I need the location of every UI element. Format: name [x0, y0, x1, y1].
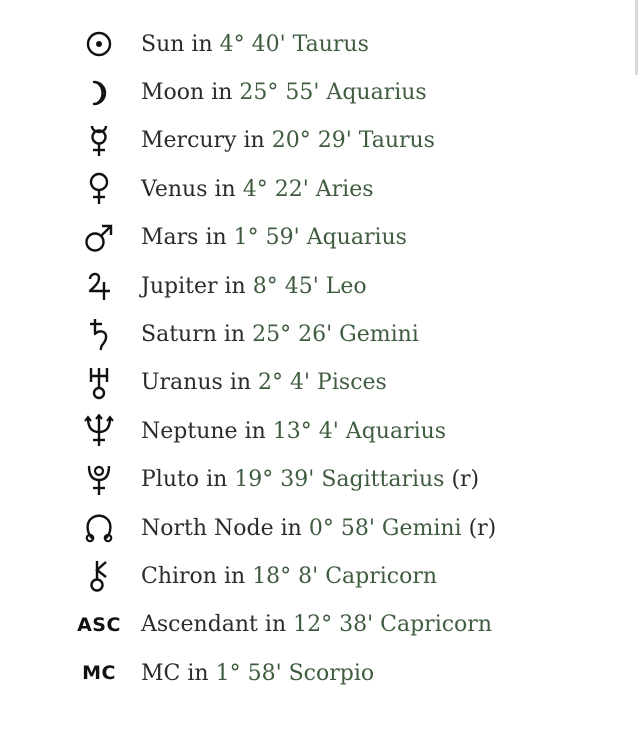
north-node-icon	[78, 508, 120, 548]
neptune-icon	[78, 411, 120, 451]
placement-text	[141, 32, 369, 57]
zodiac-position: 0° 58' Gemini	[308, 515, 462, 541]
chiron-icon	[78, 556, 120, 596]
connector: in	[187, 660, 209, 686]
connector: in	[280, 515, 302, 541]
placement-text	[141, 322, 419, 347]
connector: in	[191, 31, 213, 57]
connector: in	[243, 128, 265, 154]
zodiac-position: 1° 58' Scorpio	[215, 660, 375, 686]
placement-text	[141, 467, 479, 492]
list-item-moon	[0, 68, 620, 116]
zodiac-position: 19° 39' Sagittarius	[234, 467, 445, 493]
zodiac-position: 4° 40' Taurus	[219, 31, 369, 57]
midheaven-label: MC	[82, 662, 116, 685]
list-item-mars	[0, 214, 620, 262]
saturn-icon	[78, 315, 120, 355]
zodiac-position: 8° 45' Leo	[252, 273, 367, 299]
ascendant-label: ASC	[77, 613, 121, 636]
placement-text	[141, 516, 496, 541]
connector: in	[206, 467, 228, 493]
zodiac-position: 18° 8' Capricorn	[252, 563, 438, 589]
zodiac-position: 25° 26' Gemini	[252, 322, 419, 348]
uranus-icon	[78, 363, 120, 403]
zodiac-position: 20° 29' Taurus	[271, 128, 435, 154]
placement-text	[141, 661, 374, 686]
list-item-ascendant	[0, 601, 620, 649]
venus-icon	[78, 169, 120, 209]
placement-text	[141, 177, 374, 202]
pluto-icon	[78, 460, 120, 500]
zodiac-position: 1° 59' Aquarius	[233, 225, 407, 251]
mercury-icon	[78, 121, 120, 161]
placements-list	[0, 20, 620, 697]
scrollbar[interactable]	[635, 0, 638, 75]
list-item-venus	[0, 165, 620, 213]
list-item-mercury	[0, 117, 620, 165]
planet-name: Ascendant	[141, 612, 258, 638]
placement-text	[141, 274, 367, 299]
list-item-north-node	[0, 504, 620, 552]
planet-name: Neptune	[141, 418, 238, 444]
list-item-sun	[0, 20, 620, 68]
list-item-chiron	[0, 552, 620, 600]
zodiac-position: 2° 4' Pisces	[258, 370, 387, 396]
zodiac-position: 25° 55' Aquarius	[239, 80, 427, 106]
planet-name: Chiron	[141, 563, 217, 589]
list-item-jupiter	[0, 262, 620, 310]
connector: in	[229, 370, 252, 396]
placement-text	[141, 128, 435, 153]
planet-name: Jupiter	[141, 273, 218, 299]
list-item-saturn	[0, 310, 620, 358]
planet-name: Mars	[141, 225, 199, 251]
moon-icon	[78, 73, 120, 113]
connector: in	[214, 176, 236, 202]
zodiac-position: 12° 38' Capricorn	[293, 612, 492, 638]
list-item-midheaven	[0, 649, 620, 697]
placement-text	[141, 419, 446, 444]
planet-name: North Node	[141, 515, 274, 541]
list-item-neptune	[0, 407, 620, 455]
planet-name: Pluto	[141, 467, 200, 493]
connector: in	[211, 80, 233, 106]
planet-name: MC	[141, 660, 181, 686]
planet-name: Mercury	[141, 128, 237, 154]
mars-icon	[78, 218, 120, 258]
list-item-pluto	[0, 456, 620, 504]
planet-name: Venus	[141, 176, 208, 202]
sun-icon	[78, 24, 120, 64]
list-item-uranus	[0, 359, 620, 407]
placement-text	[141, 225, 407, 250]
connector: in	[244, 418, 266, 444]
planet-name: Uranus	[141, 370, 223, 396]
retrograde-marker: (r)	[468, 515, 497, 541]
connector: in	[205, 225, 227, 251]
planet-name: Sun	[141, 31, 185, 57]
placement-text	[141, 612, 492, 637]
jupiter-icon	[78, 266, 120, 306]
retrograde-marker: (r)	[451, 467, 480, 493]
zodiac-position: 4° 22' Aries	[242, 176, 374, 202]
connector: in	[264, 612, 287, 638]
planet-name: Saturn	[141, 322, 217, 348]
connector: in	[223, 563, 246, 589]
placement-text	[141, 370, 387, 395]
planet-name: Moon	[141, 80, 205, 106]
connector: in	[224, 273, 246, 299]
connector: in	[223, 322, 246, 348]
zodiac-position: 13° 4' Aquarius	[272, 418, 447, 444]
placement-text	[141, 80, 427, 105]
placement-text	[141, 564, 437, 589]
